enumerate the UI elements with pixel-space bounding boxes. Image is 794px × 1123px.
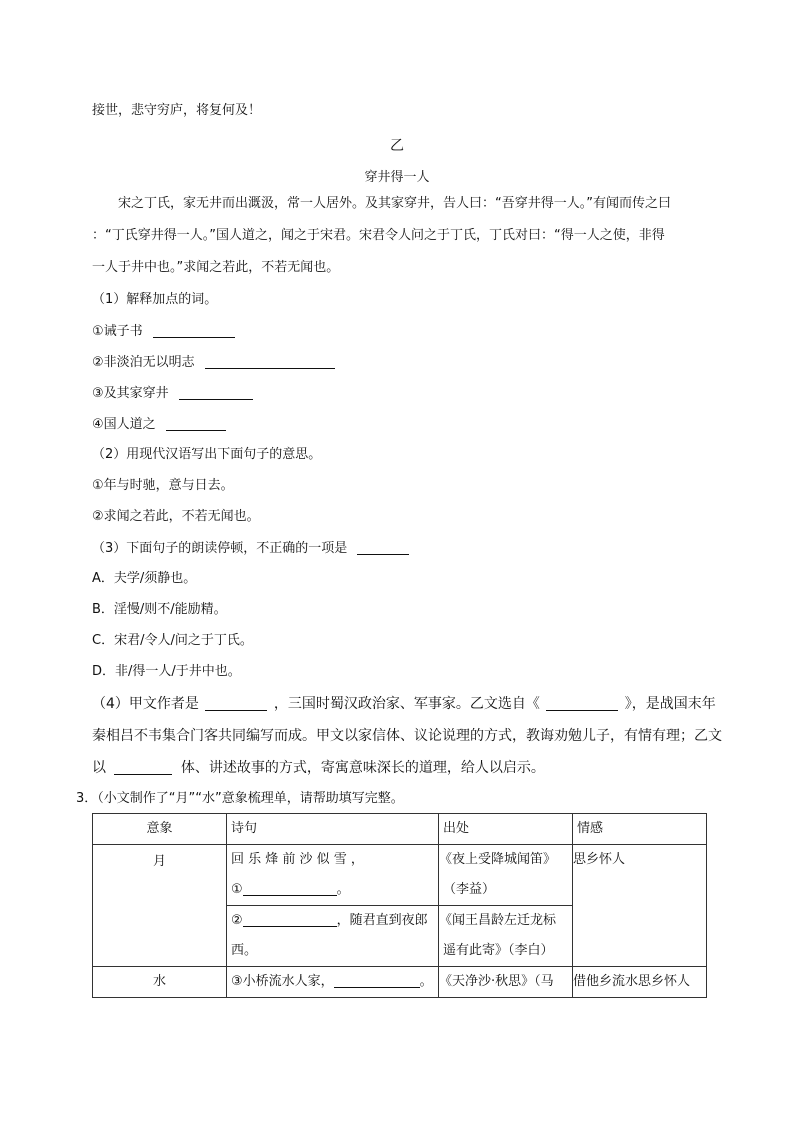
moon-poem-2-line-a xyxy=(231,906,434,936)
q4-line-1-c: 》，是战国末年 xyxy=(624,696,716,712)
q4-line-3-b: 体、讲述故事的方式，寄寓意味深长的道理，给人以启示。 xyxy=(180,760,545,776)
moon-source-1-cell xyxy=(439,845,573,906)
water-poem-blank[interactable] xyxy=(334,974,420,988)
water-poem-end: 。 xyxy=(419,974,433,989)
moon-source-2-author: 遥有此寄》（李白） xyxy=(443,943,554,958)
water-poem-text: ③小桥流水人家， xyxy=(231,974,334,989)
q1-item-2 xyxy=(92,355,335,369)
water-emotion-cell: 借他乡流水思乡怀人 xyxy=(573,967,707,998)
moon-imagery-cell: 月 xyxy=(93,845,227,967)
moon-source-2-cell xyxy=(439,906,573,967)
water-source-cell: 《天净沙·秋思》（马 xyxy=(439,967,573,998)
header-poem: 诗句 xyxy=(227,814,439,845)
q2-item-2: ②求闻之若此，不若无闻也。 xyxy=(92,509,260,524)
passage-b-line-1: 宋之丁氏，家无井而出溉汲，常一人居外。及其家穿井，告人曰：“吾穿井得一人。”有闻而传之曰 xyxy=(118,196,671,211)
q1-item-1 xyxy=(92,324,235,338)
q4-line-3 xyxy=(92,761,545,775)
q3sub-stem-text: （3）下面句子的朗读停顿，不正确的一项是 xyxy=(92,541,348,556)
passage-a-ending: 接世，悲守穷庐，将复何及！ xyxy=(92,103,262,118)
q1-item-3-text: ③及其家穿井 xyxy=(92,386,169,401)
table-row xyxy=(93,967,707,998)
imagery-table xyxy=(92,813,707,998)
q4-line-3-a: 以 xyxy=(92,760,106,776)
moon-poem-1-cell xyxy=(227,845,439,906)
q3sub-option-a[interactable]: A．夫学/须静也。 xyxy=(92,571,197,586)
q4-line-1-a: （4）甲文作者是 xyxy=(92,696,199,712)
moon-poem-2-text: ，随君直到夜郎 xyxy=(336,913,428,928)
q1-item-4-text: ④国人道之 xyxy=(92,417,156,432)
q3sub-option-d[interactable]: D．非/得一人/于井中也。 xyxy=(92,664,241,679)
q4-line-1-b: ，三国时蜀汉政治家、军事家。乙文选自《 xyxy=(273,696,540,712)
q1-stem: （1）解释加点的词。 xyxy=(92,292,218,307)
q4-line-1 xyxy=(92,697,716,711)
moon-poem-1-line-b xyxy=(231,875,434,905)
water-poem-cell xyxy=(227,967,439,998)
q4-blank-author[interactable] xyxy=(205,697,267,711)
q3sub-option-c[interactable]: C．宋君/令人/问之于丁氏。 xyxy=(92,633,253,648)
table-row xyxy=(93,845,707,906)
q4-line-2: 秦相吕不韦集合门客共同编写而成。甲文以家信体、议论说理的方式，教诲劝勉儿子，有情有理；乙文 xyxy=(92,728,722,744)
header-source: 出处 xyxy=(439,814,573,845)
q1-answer-blank-1[interactable] xyxy=(153,324,235,338)
q2-stem: （2）用现代汉语写出下面句子的意思。 xyxy=(92,447,322,462)
q3sub-answer-blank[interactable] xyxy=(357,541,409,555)
q1-item-2-text: ②非淡泊无以明志 xyxy=(92,355,195,370)
passage-b-line-2: ：“丁氏穿井得一人。”国人道之，闻之于宋君。宋君令人问之于丁氏，丁氏对曰：“得一人之使，非得 xyxy=(92,228,665,243)
q2-item-1: ①年与时驰，意与日去。 xyxy=(92,478,234,493)
q1-item-3 xyxy=(92,386,253,400)
moon-poem-2-cell xyxy=(227,906,439,967)
moon-source-1-author: （李益） xyxy=(443,882,496,897)
moon-poem-1-blank[interactable] xyxy=(243,882,337,896)
moon-poem-1-line-a xyxy=(231,845,434,875)
q1-item-4 xyxy=(92,417,226,431)
moon-emotion-cell: 思乡怀人 xyxy=(573,845,707,967)
q4-blank-genre[interactable] xyxy=(114,761,172,775)
moon-poem-1-text: 回 乐 烽 前 沙 似 雪 ， xyxy=(231,852,364,867)
q1-answer-blank-3[interactable] xyxy=(179,386,253,400)
moon-poem-1-number: ① xyxy=(231,882,243,897)
q1-answer-blank-2[interactable] xyxy=(205,355,335,369)
q1-answer-blank-4[interactable] xyxy=(166,417,226,431)
header-imagery: 意象 xyxy=(93,814,227,845)
q3sub-stem xyxy=(92,541,409,555)
header-emotion: 情感 xyxy=(573,814,707,845)
table-header-row xyxy=(93,814,707,845)
passage-b-label: 乙 xyxy=(390,138,404,154)
moon-poem-2-blank[interactable] xyxy=(243,913,337,927)
q3sub-option-b[interactable]: B．淫慢/则不/能励精。 xyxy=(92,602,227,617)
moon-poem-2-line-b: 西。 xyxy=(231,943,258,958)
question-3-stem: 3．（小文制作了“月”“水”意象梳理单，请帮助填写完整。 xyxy=(76,791,404,806)
moon-source-1-title: 《夜上受降城闻笛》 xyxy=(439,852,557,867)
water-imagery-cell: 水 xyxy=(93,967,227,998)
moon-source-2-title: 《闻王昌龄左迁龙标 xyxy=(439,913,557,928)
passage-b-line-3: 一人于井中也。”求闻之若此，不若无闻也。 xyxy=(92,260,340,275)
moon-poem-2-number: ② xyxy=(231,913,243,928)
q1-item-1-text: ①诫子书 xyxy=(92,324,143,339)
q4-blank-book[interactable] xyxy=(546,697,618,711)
moon-poem-1-end: 。 xyxy=(336,882,350,897)
passage-b-title: 穿井得一人 xyxy=(364,170,430,185)
